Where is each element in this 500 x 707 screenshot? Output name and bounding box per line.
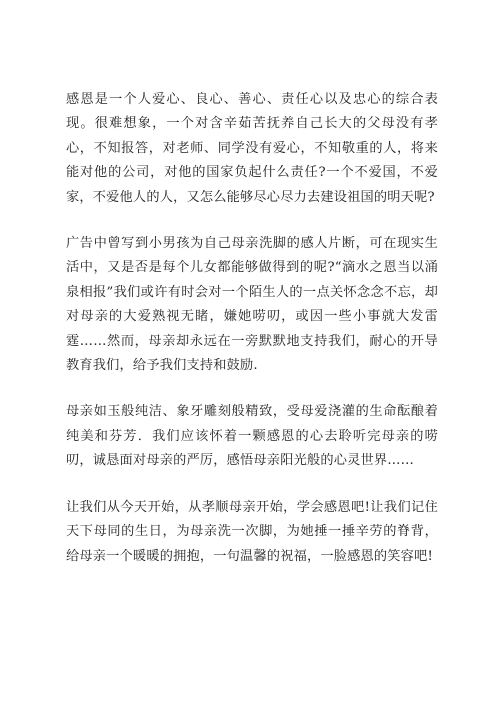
paragraph-gratitude-definition: 感恩是一个人爱心、良心、善心、责任心以及忠心的综合表现。很难想象，一个对含辛茹苦抚养自己长大的父母没有孝心，不知报答，对老师、同学没有爱心，不知敬重的人，将来能对他的公司，对他的国家负起什么责任?一个不爱国，不爱家，不爱他人的人，又怎么能够尽心尽力去建设祖国的明天呢? <box>66 92 438 205</box>
document-page <box>66 88 438 569</box>
paragraph-advertisement-story: 广告中曾写到小男孩为自己母亲洗脚的感人片断，可在现实生活中，又是否是每个儿女都能够做得到的呢?“滴水之恩当以涌泉相报”我们或许有时会对一个陌生人的一点关怀念念不忘，却对母亲的大爱熟视无睹，嫌她唠叨，或因一些小事就大发雷霆……然而，母亲却永远在一旁默默地支持我们，耐心的开导教育我们，给予我们支持和鼓励. <box>66 236 438 374</box>
paragraph-mother-love: 母亲如玉般纯洁、象牙雕刻般精致，受母爱浇灌的生命酝酿着纯美和芬芳．我们应该怀着一颗感恩的心去聆听完母亲的唠叨，诚恳面对母亲的严厉，感悟母亲阳光般的心灵世界…… <box>66 404 438 469</box>
paragraph-call-to-action: 让我们从今天开始，从孝顺母亲开始，学会感恩吧!让我们记住天下母同的生日，为母亲洗一次脚，为她捶一捶辛劳的脊背，给母亲一个暖暖的拥抱，一句温馨的祝福，一脸感恩的笑容吧! <box>66 499 438 564</box>
